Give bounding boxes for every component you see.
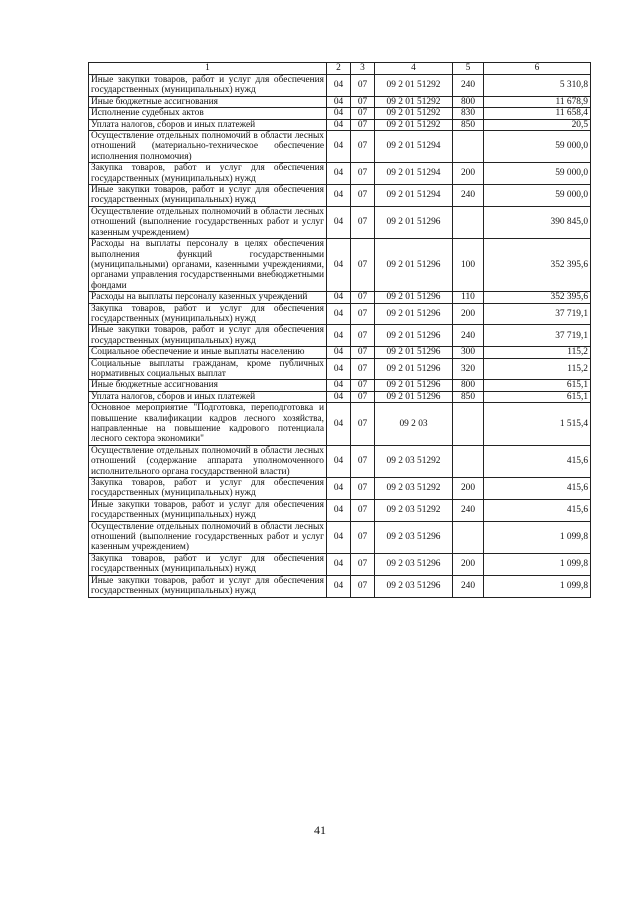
row-name-cell: Закупка товаров, работ и услуг для обеспечения государственных (муниципальных) нужд [89,553,327,575]
row-name-cell: Закупка товаров, работ и услуг для обеспечения государственных (муниципальных) нужд [89,163,327,185]
row-name-cell: Иные закупки товаров, работ и услуг для обеспечения государственных (муниципальных) нужд [89,185,327,207]
row-subsection-cell: 07 [351,206,375,238]
row-target-code-cell: 09 2 01 51296 [375,391,453,402]
row-name-cell: Иные закупки товаров, работ и услуг для обеспечения государственных (муниципальных) нужд [89,499,327,521]
row-name-cell: Социальные выплаты гражданам, кроме публичных нормативных социальных выплат [89,358,327,380]
row-expense-type-cell: 240 [453,499,484,521]
row-amount-cell: 415,6 [484,499,591,521]
row-name-cell: Иные закупки товаров, работ и услуг для обеспечения государственных (муниципальных) нужд [89,575,327,597]
row-subsection-cell: 07 [351,163,375,185]
table-row [89,96,591,107]
row-amount-cell: 20,5 [484,119,591,130]
header-col-4: 4 [375,63,453,75]
row-amount-cell: 415,6 [484,445,591,477]
row-subsection-cell: 07 [351,553,375,575]
row-expense-type-cell: 240 [453,185,484,207]
row-expense-type-cell: 830 [453,108,484,119]
row-name-cell: Осуществление отдельных полномочий в области лесных отношений (выполнение государственных работ и услуг казенным учреждением) [89,206,327,238]
row-section-cell: 04 [327,391,351,402]
row-expense-type-cell [453,131,484,163]
row-amount-cell: 5 310,8 [484,75,591,97]
row-expense-type-cell: 240 [453,75,484,97]
row-name-cell: Осуществление отдельных полномочий в области лесных отношений (содержание аппарата уполномоченного исполнительного органа государственной власти) [89,445,327,477]
row-name-cell: Иные закупки товаров, работ и услуг для обеспечения государственных (муниципальных) нужд [89,325,327,347]
table-row [89,206,591,238]
header-col-3: 3 [351,63,375,75]
row-name-cell: Уплата налогов, сборов и иных платежей [89,391,327,402]
row-amount-cell: 11 658,4 [484,108,591,119]
budget-table [88,62,591,598]
row-expense-type-cell: 200 [453,478,484,500]
row-expense-type-cell: 240 [453,575,484,597]
row-amount-cell: 1 099,8 [484,575,591,597]
row-section-cell: 04 [327,478,351,500]
row-section-cell: 04 [327,303,351,325]
row-amount-cell: 390 845,0 [484,206,591,238]
row-target-code-cell: 09 2 03 [375,403,453,446]
row-subsection-cell: 07 [351,303,375,325]
row-amount-cell: 59 000,0 [484,131,591,163]
row-subsection-cell: 07 [351,108,375,119]
row-section-cell: 04 [327,292,351,303]
row-name-cell: Исполнение судебных актов [89,108,327,119]
row-section-cell: 04 [327,521,351,553]
row-amount-cell: 615,1 [484,380,591,391]
row-amount-cell: 37 719,1 [484,325,591,347]
row-subsection-cell: 07 [351,521,375,553]
table-row [89,553,591,575]
row-expense-type-cell: 110 [453,292,484,303]
row-section-cell: 04 [327,96,351,107]
row-subsection-cell: 07 [351,75,375,97]
row-target-code-cell: 09 2 01 51296 [375,358,453,380]
row-target-code-cell: 09 2 01 51294 [375,185,453,207]
row-subsection-cell: 07 [351,119,375,130]
row-subsection-cell: 07 [351,325,375,347]
row-subsection-cell: 07 [351,131,375,163]
row-target-code-cell: 09 2 01 51296 [375,292,453,303]
row-amount-cell: 1 515,4 [484,403,591,446]
row-subsection-cell: 07 [351,358,375,380]
row-name-cell: Основное мероприятие "Подготовка, переподготовка и повышение квалификации кадров лесного хозяйства, направленные на повышение кадрового потенциала лесного сектора экономики" [89,403,327,446]
row-subsection-cell: 07 [351,292,375,303]
row-amount-cell: 1 099,8 [484,521,591,553]
table-row [89,325,591,347]
row-target-code-cell: 09 2 01 51292 [375,108,453,119]
row-section-cell: 04 [327,575,351,597]
row-subsection-cell: 07 [351,575,375,597]
table-row [89,163,591,185]
table-row [89,131,591,163]
row-expense-type-cell: 200 [453,163,484,185]
row-name-cell: Уплата налогов, сборов и иных платежей [89,119,327,130]
row-section-cell: 04 [327,108,351,119]
row-section-cell: 04 [327,553,351,575]
table-row [89,75,591,97]
row-expense-type-cell: 850 [453,119,484,130]
row-section-cell: 04 [327,403,351,446]
row-section-cell: 04 [327,206,351,238]
row-name-cell: Осуществление отдельных полномочий в области лесных отношений (выполнение государственных работ и услуг казенным учреждением) [89,521,327,553]
row-expense-type-cell: 200 [453,553,484,575]
row-section-cell: 04 [327,358,351,380]
header-col-2: 2 [327,63,351,75]
table-row [89,499,591,521]
row-section-cell: 04 [327,119,351,130]
row-name-cell: Иные закупки товаров, работ и услуг для обеспечения государственных (муниципальных) нужд [89,75,327,97]
row-name-cell: Расходы на выплаты персоналу в целях обеспечения выполнения функций государственными (муниципальными) органами, казенными учреждениями, органами управления государственными внебюджетными фондами [89,239,327,292]
row-section-cell: 04 [327,499,351,521]
row-subsection-cell: 07 [351,239,375,292]
row-expense-type-cell: 240 [453,325,484,347]
row-expense-type-cell: 200 [453,303,484,325]
row-section-cell: 04 [327,131,351,163]
table-row [89,119,591,130]
row-subsection-cell: 07 [351,478,375,500]
table-row [89,575,591,597]
table-row [89,185,591,207]
row-expense-type-cell [453,403,484,446]
row-amount-cell: 59 000,0 [484,163,591,185]
row-amount-cell: 352 395,6 [484,239,591,292]
row-subsection-cell: 07 [351,403,375,446]
table-row [89,239,591,292]
table-row [89,380,591,391]
row-amount-cell: 352 395,6 [484,292,591,303]
row-name-cell: Закупка товаров, работ и услуг для обеспечения государственных (муниципальных) нужд [89,478,327,500]
row-target-code-cell: 09 2 01 51296 [375,206,453,238]
row-amount-cell: 1 099,8 [484,553,591,575]
table-row [89,347,591,358]
row-expense-type-cell: 300 [453,347,484,358]
table-row [89,478,591,500]
row-subsection-cell: 07 [351,445,375,477]
header-col-6: 6 [484,63,591,75]
row-amount-cell: 615,1 [484,391,591,402]
row-target-code-cell: 09 2 03 51292 [375,499,453,521]
row-name-cell: Осуществление отдельных полномочий в области лесных отношений (материально-техническое обеспечение исполнения полномочия) [89,131,327,163]
row-section-cell: 04 [327,380,351,391]
row-target-code-cell: 09 2 01 51296 [375,325,453,347]
table-row [89,521,591,553]
row-expense-type-cell [453,206,484,238]
row-expense-type-cell [453,445,484,477]
row-section-cell: 04 [327,185,351,207]
row-target-code-cell: 09 2 01 51296 [375,347,453,358]
table-row [89,445,591,477]
page-number: 41 [314,823,326,837]
row-amount-cell: 115,2 [484,358,591,380]
table-row [89,403,591,446]
row-name-cell: Социальное обеспечение и иные выплаты населению [89,347,327,358]
row-amount-cell: 115,2 [484,347,591,358]
table-header-row [89,63,591,75]
row-expense-type-cell: 320 [453,358,484,380]
row-name-cell: Расходы на выплаты персоналу казенных учреждений [89,292,327,303]
row-target-code-cell: 09 2 01 51292 [375,75,453,97]
row-expense-type-cell: 800 [453,380,484,391]
row-amount-cell: 37 719,1 [484,303,591,325]
table-body [89,75,591,598]
row-target-code-cell: 09 2 01 51294 [375,131,453,163]
row-expense-type-cell: 850 [453,391,484,402]
row-section-cell: 04 [327,325,351,347]
row-target-code-cell: 09 2 01 51292 [375,119,453,130]
table-row [89,108,591,119]
row-section-cell: 04 [327,239,351,292]
row-subsection-cell: 07 [351,185,375,207]
row-target-code-cell: 09 2 01 51296 [375,303,453,325]
row-name-cell: Иные бюджетные ассигнования [89,380,327,391]
row-subsection-cell: 07 [351,391,375,402]
row-target-code-cell: 09 2 03 51296 [375,521,453,553]
row-target-code-cell: 09 2 03 51292 [375,478,453,500]
table-row [89,292,591,303]
row-target-code-cell: 09 2 01 51292 [375,96,453,107]
row-subsection-cell: 07 [351,499,375,521]
row-section-cell: 04 [327,347,351,358]
row-target-code-cell: 09 2 03 51292 [375,445,453,477]
row-amount-cell: 11 678,9 [484,96,591,107]
row-target-code-cell: 09 2 03 51296 [375,575,453,597]
row-name-cell: Иные бюджетные ассигнования [89,96,327,107]
row-section-cell: 04 [327,445,351,477]
row-target-code-cell: 09 2 01 51294 [375,163,453,185]
row-subsection-cell: 07 [351,347,375,358]
table-row [89,303,591,325]
row-section-cell: 04 [327,75,351,97]
table-row [89,391,591,402]
row-target-code-cell: 09 2 01 51296 [375,239,453,292]
row-expense-type-cell: 100 [453,239,484,292]
row-subsection-cell: 07 [351,96,375,107]
row-section-cell: 04 [327,163,351,185]
row-subsection-cell: 07 [351,380,375,391]
row-target-code-cell: 09 2 03 51296 [375,553,453,575]
header-col-1: 1 [89,63,327,75]
row-amount-cell: 415,6 [484,478,591,500]
row-amount-cell: 59 000,0 [484,185,591,207]
row-expense-type-cell: 800 [453,96,484,107]
row-name-cell: Закупка товаров, работ и услуг для обеспечения государственных (муниципальных) нужд [89,303,327,325]
row-expense-type-cell [453,521,484,553]
header-col-5: 5 [453,63,484,75]
table-row [89,358,591,380]
row-target-code-cell: 09 2 01 51296 [375,380,453,391]
